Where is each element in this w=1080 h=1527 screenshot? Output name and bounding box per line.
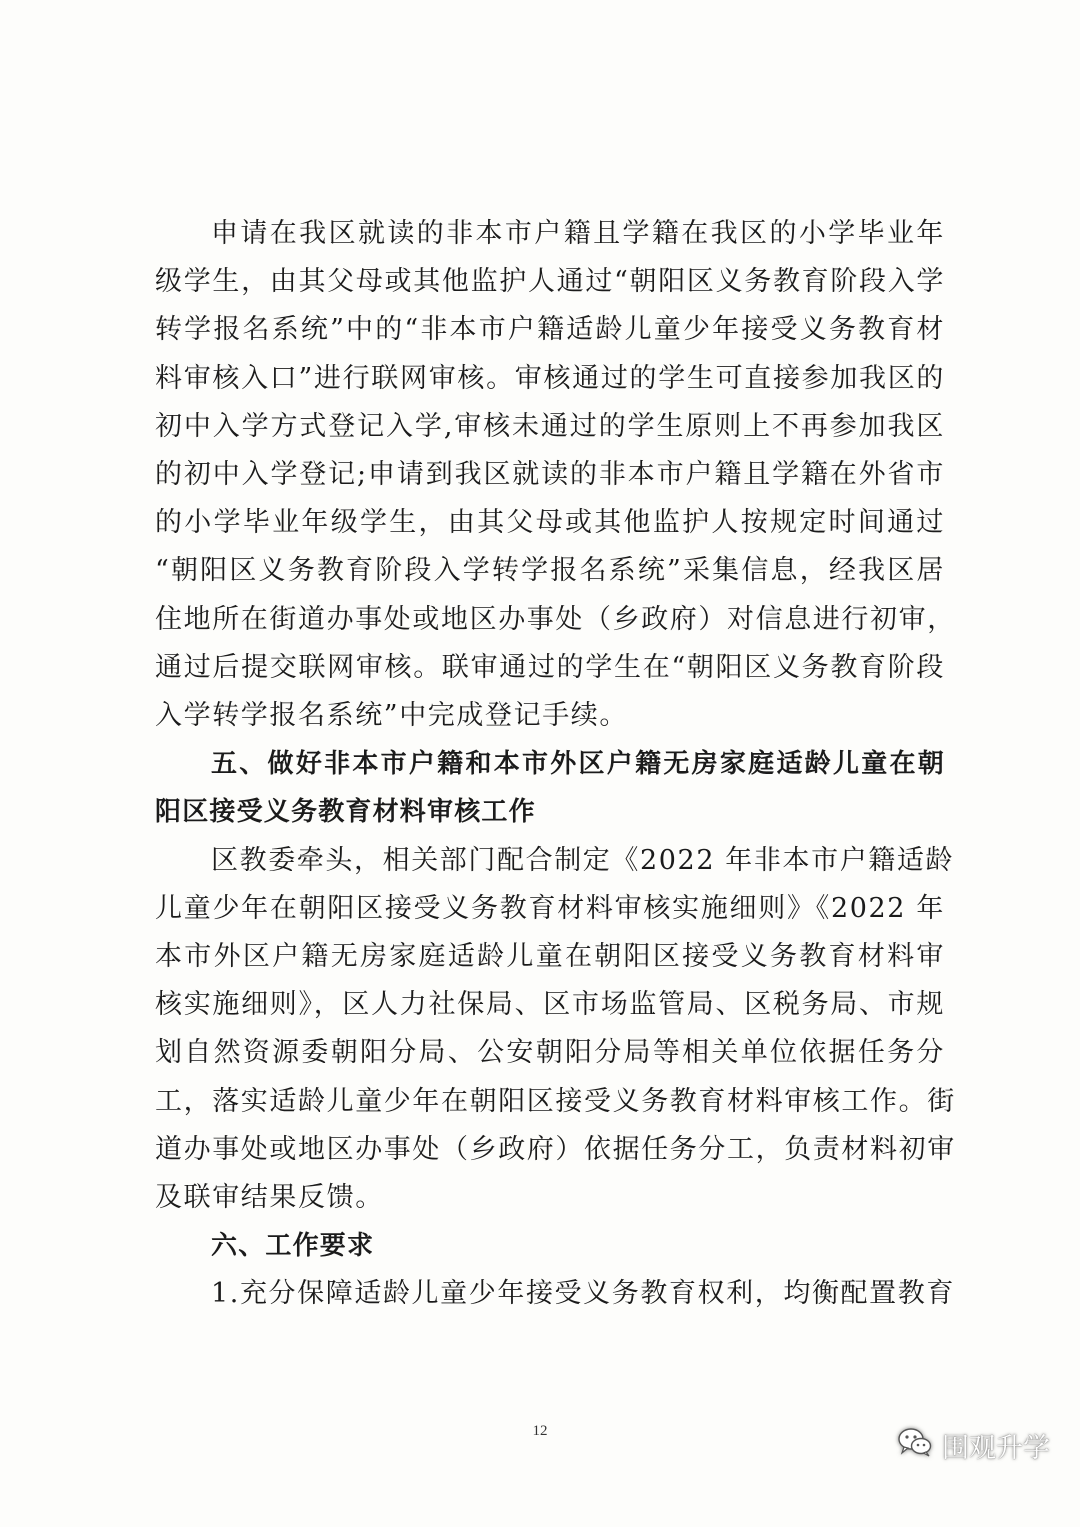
text-line: 初中入学方式登记入学,审核未通过的学生原则上不再参加我区	[155, 410, 945, 442]
text-line: 的小学毕业年级学生，由其父母或其他监护人按规定时间通过	[155, 507, 945, 539]
text-line: 划自然资源委朝阳分局、公安朝阳分局等相关单位依据任务分	[155, 1037, 945, 1069]
text-line: 入学转学报名系统”中完成登记手续。	[155, 700, 629, 732]
text-line: 核实施细则》，区人力社保局、区市场监管局、区税务局、市规	[155, 989, 945, 1021]
text-line: 本市外区户籍无房家庭适龄儿童在朝阳区接受义务教育材料审	[155, 941, 945, 973]
wechat-icon	[898, 1427, 932, 1464]
text-line: “朝阳区义务教育阶段入学转学报名系统”采集信息，经我区居	[155, 555, 945, 587]
text-line: 料审核入口”进行联网审核。审核通过的学生可直接参加我区的	[155, 362, 945, 394]
text-line: 申请在我区就读的非本市户籍且学籍在我区的小学毕业年	[211, 218, 945, 249]
section-heading-6	[155, 1222, 945, 1270]
heading-line: 阳区接受义务教育材料审核工作	[155, 797, 536, 828]
page-number: 12	[532, 1423, 548, 1439]
watermark	[898, 1426, 1050, 1465]
text-line: 区教委牵头，相关部门配合制定《2022 年非本市户籍适龄	[211, 844, 955, 876]
paragraph-registration	[155, 210, 956, 740]
document-body	[155, 210, 956, 1319]
section-heading-5	[155, 740, 945, 836]
text-line: 及联审结果反馈。	[155, 1182, 384, 1214]
heading-line: 五、做好非本市户籍和本市外区户籍无房家庭适龄儿童在朝	[211, 749, 945, 780]
text-line: 转学报名系统”中的“非本市户籍适龄儿童少年接受义务教育材	[155, 314, 945, 346]
paragraph-work-requirements	[155, 1270, 955, 1318]
text-line: 道办事处或地区办事处（乡政府）依据任务分工，负责材料初审	[155, 1133, 956, 1165]
text-line: 通过后提交联网审核。联审通过的学生在“朝阳区义务教育阶段	[155, 651, 945, 683]
paragraph-material-review	[155, 837, 956, 1223]
text-line: 住地所在街道办事处或地区办事处（乡政府）对信息进行初审，	[155, 603, 956, 635]
watermark-text: 围观升学	[942, 1433, 1050, 1464]
text-line: 的初中入学登记;申请到我区就读的非本市户籍且学籍在外省市	[155, 459, 945, 491]
text-line: 工，落实适龄儿童少年在朝阳区接受义务教育材料审核工作。街	[155, 1085, 956, 1117]
heading-line: 六、工作要求	[211, 1231, 375, 1262]
text-line: 儿童少年在朝阳区接受义务教育材料审核实施细则》《2022 年	[155, 892, 945, 924]
text-line: 级学生，由其父母或其他监护人通过“朝阳区义务教育阶段入学	[155, 266, 945, 298]
text-line: 1.充分保障适龄儿童少年接受义务教育权利，均衡配置教育	[211, 1278, 955, 1310]
